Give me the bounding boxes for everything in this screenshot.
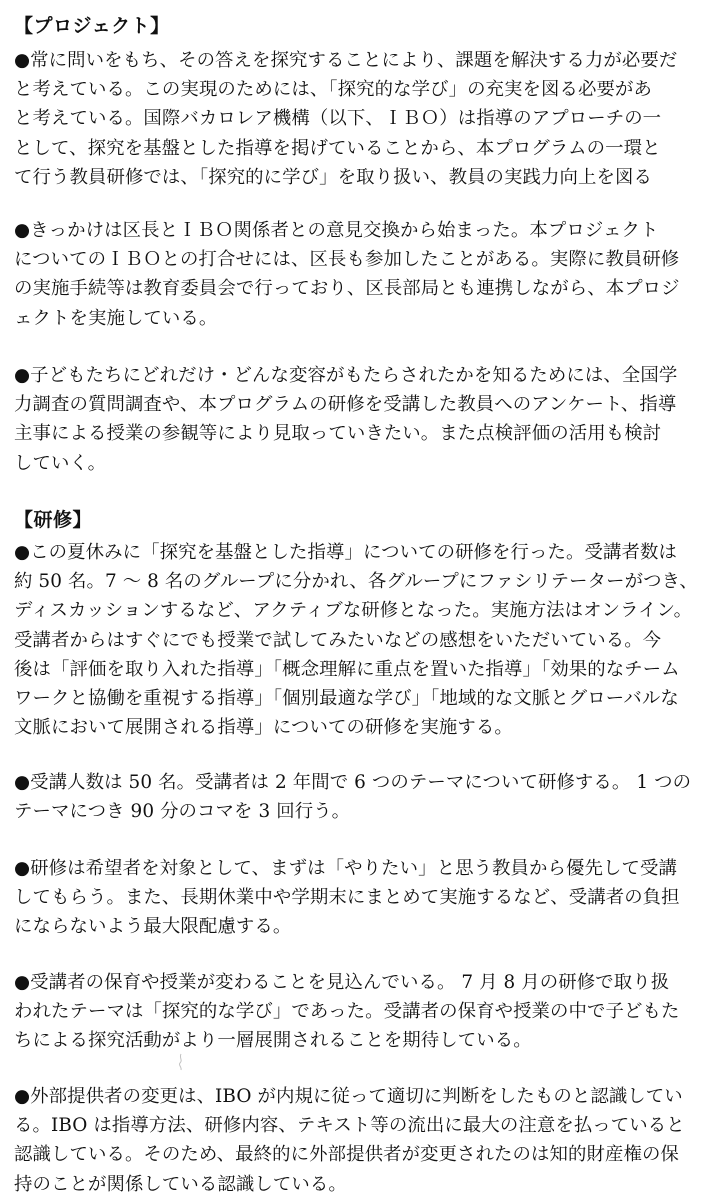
text-line: してもらう。また、長期休業中や学期末にまとめて実施するなど、受講者の負担 <box>14 887 680 909</box>
text-line: ワークと協働を重視する指導」「個別最適な学び」「地域的な文脈とグローバルな <box>14 687 679 709</box>
text-line: 受講者からはすぐにでも授業で試してみたいなどの感想をいただいている。今 <box>14 629 662 651</box>
text-line: ●外部提供者の変更は、IBO が内規に従って適切に判断をしたものと認識してい <box>14 1086 683 1107</box>
text-line: の実施手続等は教育委員会で行っており、区長部局とも連携しながら、本プロジ <box>14 278 680 300</box>
text-line: と考えている。国際バカロレア機構（以下、ＩＢＯ）は指導のアプローチの一 <box>14 108 662 130</box>
text-line: ェクトを実施している。 <box>14 307 218 329</box>
text-line: 後は「評価を取り入れた指導」「概念理解に重点を置いた指導」「効果的なチーム <box>14 658 680 680</box>
scan-smudge-mark <box>174 1053 188 1071</box>
text-line: る。IBO は指導方法、研修内容、テキスト等の流出に最大の注意を払っていると <box>14 1115 685 1137</box>
training-paragraph-2 <box>14 768 691 826</box>
text-line: 認識している。そのため、最終的に外部提供者が変更されたのは知的財産権の保 <box>14 1144 679 1166</box>
text-line: と考えている。この実現のためには、「探究的な学び」の充実を図る必要があ <box>14 79 652 101</box>
text-line: ●子どもたちにどれだけ・どんな変容がもたらされたかを知るためには、全国学 <box>14 365 678 386</box>
text-line: 持のことが関係している認識している。 <box>14 1173 347 1195</box>
text-line: ●受講者の保育や授業が変わることを見込んでいる。 7 月 8 月の研修で取り扱 <box>14 972 670 993</box>
text-line: ディスカッションするなど、アクティブな研修となった。実施方法はオンライン。 <box>14 600 693 622</box>
text-line: ●この夏休みに「探究を基盤とした指導」についての研修を行った。受講者数は <box>14 542 677 563</box>
text-line: していく。 <box>14 452 107 474</box>
training-paragraph-3 <box>14 854 680 942</box>
project-paragraph-2 <box>14 216 680 333</box>
project-paragraph-3 <box>14 361 677 478</box>
text-line: て行う教員研修では、「探究的に学び」を取り扱い、教員の実践力向上を図る <box>14 166 652 188</box>
text-line: 主事による授業の参観等により見取っていきたい。また点検評価の活用も検討 <box>14 423 662 445</box>
text-line: にならないよう最大限配慮する。 <box>14 916 292 938</box>
training-paragraph-5 <box>14 1082 685 1199</box>
training-heading: 【研修】 <box>14 509 93 531</box>
document-page <box>14 8 714 1194</box>
text-line: ●きっかけは区長とＩＢＯ関係者との意見交換から始まった。本プロジェクト <box>14 220 659 241</box>
text-line: についてのＩＢＯとの打合せには、区長も参加したことがある。実際に教員研修 <box>14 249 680 271</box>
text-line: として、探究を基盤とした指導を掲げていることから、本プログラムの一環と <box>14 137 661 159</box>
training-paragraph-1 <box>14 538 698 742</box>
project-heading: 【プロジェクト】 <box>14 15 170 37</box>
text-line: ちによる探究活動がより一層展開されることを期待している。 <box>14 1030 532 1052</box>
training-paragraph-4 <box>14 968 679 1056</box>
text-line: 力調査の質問調査や、本プログラムの研修を受講した教員へのアンケート、指導 <box>14 394 677 416</box>
text-line: 約 50 名。7 ～ 8 名のグループに分かれ、各グループにファシリテーターがつき、 <box>14 571 698 593</box>
text-line: ●常に問いをもち、その答えを探究することにより、課題を解決する力が必要だ <box>14 50 678 71</box>
text-line: 文脈において展開される指導」についての研修を実施する。 <box>14 717 513 739</box>
text-line: ●研修は希望者を対象として、まずは「やりたい」と思う教員から優先して受講 <box>14 858 677 879</box>
text-line: ●受講人数は 50 名。受講者は 2 年間で 6 つのテーマについて研修する。 1 つの <box>14 772 692 793</box>
text-line: われたテーマは「探究的な学び」であった。受講者の保育や授業の中で子どもた <box>14 1001 680 1023</box>
project-paragraph-1 <box>14 46 677 192</box>
text-line: テーマにつき 90 分のコマを 3 回行う。 <box>14 801 351 823</box>
